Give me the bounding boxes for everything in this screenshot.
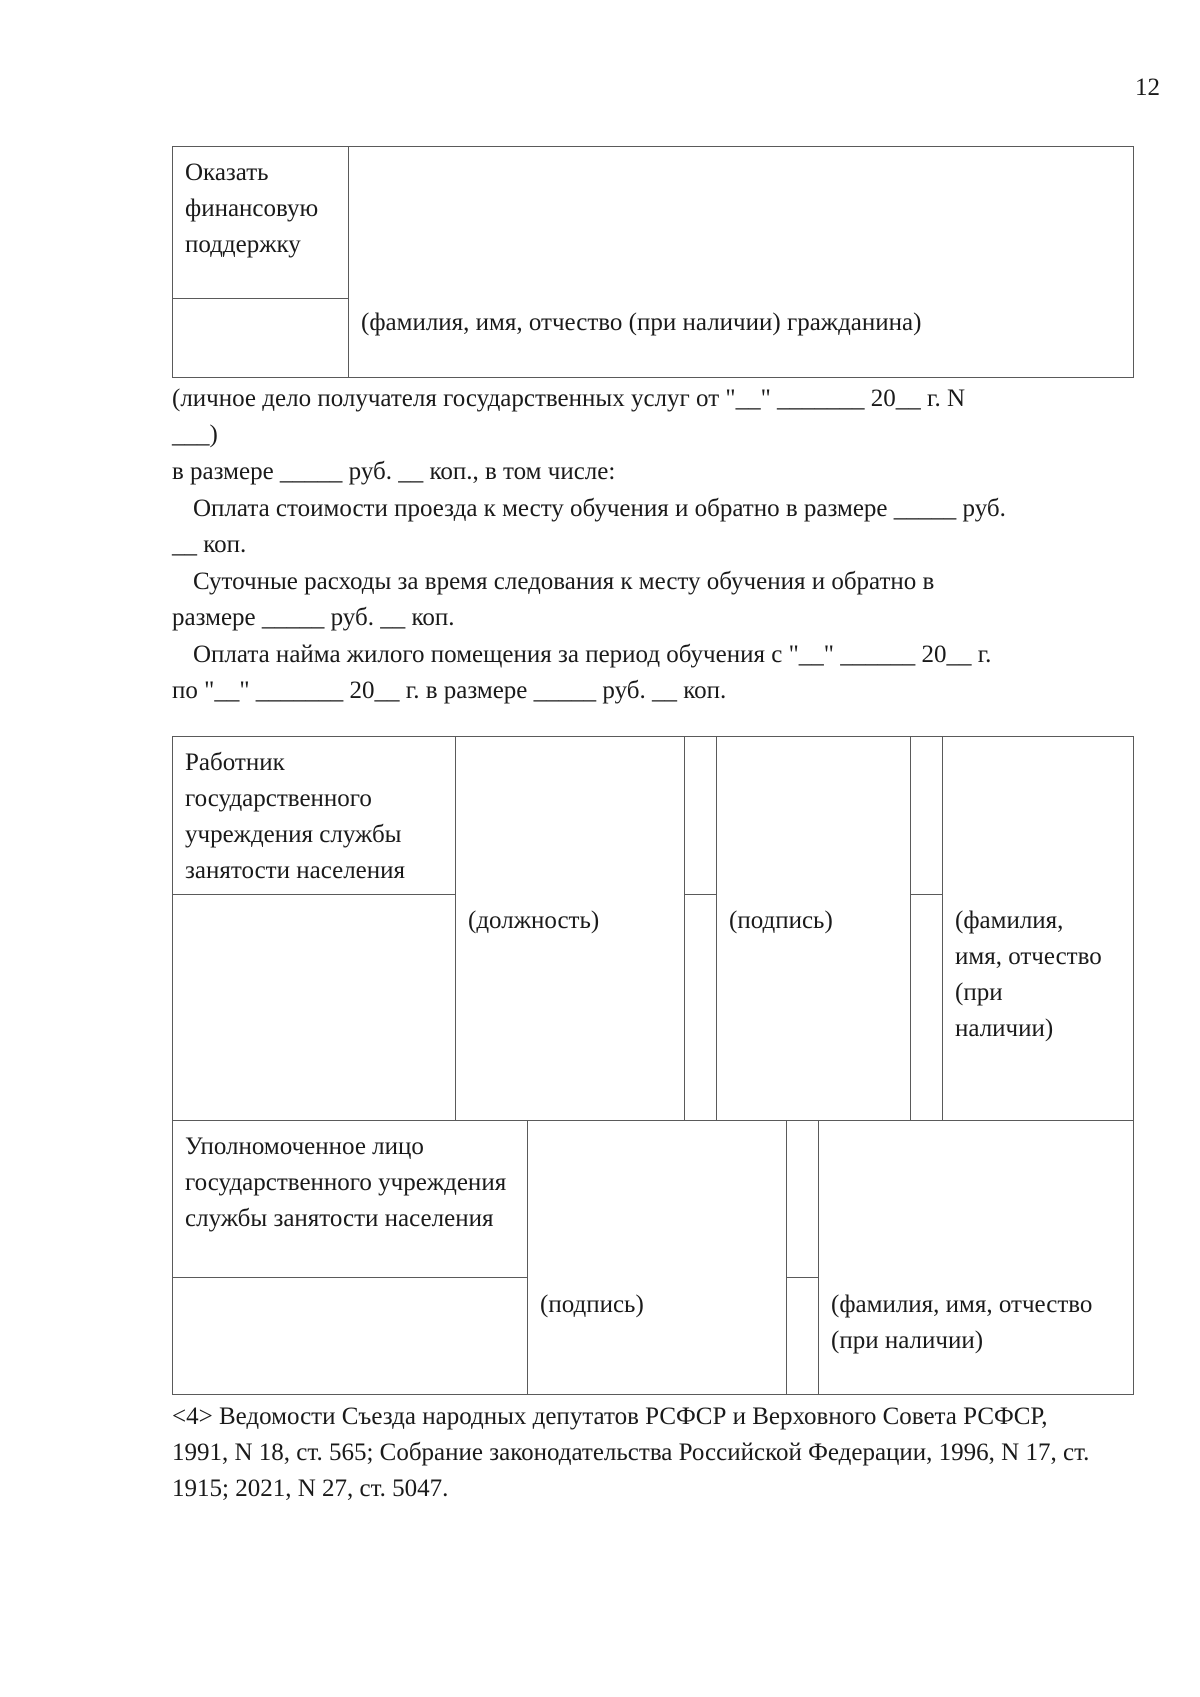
signature-caption-2: (подпись): [540, 1291, 644, 1318]
footnote: <4> Ведомости Съезда народных депутатов РСФСР и Верховного Совета РСФСР, 1991, N 18, ст. 565; Собрание законодательства Российской Федерации, 1996, N 17, ст. 1915; 2021, N 27, ст. 5047.: [172, 1403, 1090, 1502]
travel-cost-kop-line: __ коп.: [172, 531, 247, 558]
authorized-label-cell: [172, 1120, 528, 1278]
housing-rent-line: Оплата найма жилого помещения за период обучения с "__" ______ 20__ г.: [193, 641, 992, 668]
signature-cell-1: [716, 736, 911, 1121]
worker-label-cell: [172, 736, 456, 895]
spacer-cell-2a: [910, 736, 943, 895]
worker-label: Работник государственного учреждения службы занятости населения: [185, 749, 406, 884]
personal-file-number-line: ___): [172, 421, 218, 448]
citizen-name-caption: (фамилия, имя, отчество (при наличии) гражданина): [361, 309, 922, 336]
top-table-left-empty: [172, 298, 349, 378]
fio-cell-1: [942, 736, 1134, 1121]
top-table-left-header: [172, 146, 349, 299]
amount-line: в размере _____ руб. __ коп., в том числе:: [172, 458, 616, 485]
spacer-cell-3b: [786, 1277, 819, 1395]
spacer-cell-1b: [684, 894, 717, 1121]
authorized-empty-cell: [172, 1277, 528, 1395]
fio-cell-2: [818, 1120, 1134, 1395]
travel-cost-line: Оплата стоимости проезда к месту обучения и обратно в размере _____ руб.: [193, 495, 1006, 522]
spacer-cell-3a: [786, 1120, 819, 1278]
authorized-label: Уполномоченное лицо государственного учреждения службы занятости населения: [185, 1133, 507, 1232]
signature-caption-1: (подпись): [729, 907, 833, 934]
spacer-cell-2b: [910, 894, 943, 1121]
top-table-citizen-cell: [348, 146, 1134, 378]
worker-empty-cell: [172, 894, 456, 1121]
daily-expenses-line: Суточные расходы за время следования к месту обучения и обратно в: [193, 568, 935, 595]
financial-support-label: Оказать финансовую поддержку: [185, 159, 319, 258]
housing-rent-period-line: по "__" _______ 20__ г. в размере _____ руб. __ коп.: [172, 677, 727, 704]
daily-expenses-amount-line: размере _____ руб. __ коп.: [172, 604, 455, 631]
fio-caption-1: (фамилия, имя, отчество (при наличии): [955, 907, 1102, 1042]
signature-cell-2: [527, 1120, 787, 1395]
position-caption: (должность): [468, 907, 600, 934]
page-number: 12: [1135, 74, 1160, 101]
spacer-cell-1a: [684, 736, 717, 895]
position-cell: [455, 736, 685, 1121]
fio-caption-2: (фамилия, имя, отчество (при наличии): [831, 1291, 1093, 1354]
personal-file-line: (личное дело получателя государственных услуг от "__" _______ 20__ г. N: [172, 385, 966, 412]
